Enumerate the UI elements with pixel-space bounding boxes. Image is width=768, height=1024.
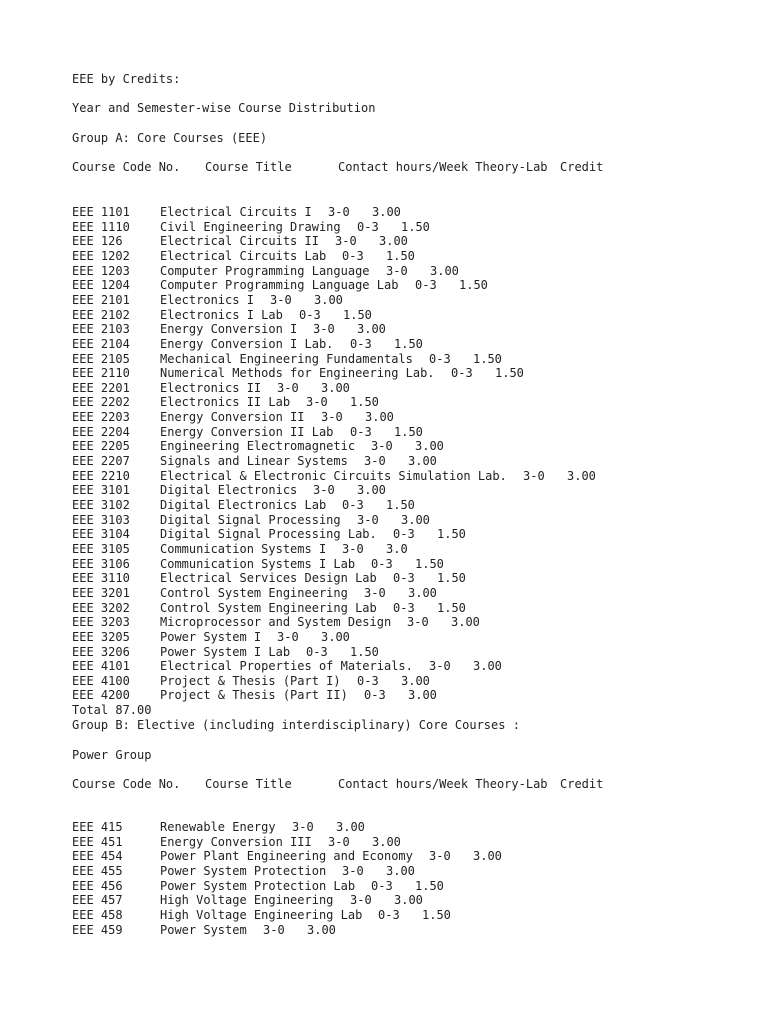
course-code: EEE 2105 xyxy=(72,351,130,366)
course-contact-hours: 3-0 xyxy=(364,454,386,469)
course-contact-hours: 0-3 xyxy=(342,498,364,512)
header-credit: Credit xyxy=(560,777,604,791)
header-course-code: Course Code No. xyxy=(72,777,181,791)
course-code: EEE 1203 xyxy=(72,263,130,278)
document-subheading: Year and Semester-wise Course Distribution xyxy=(72,101,376,115)
course-contact-hours: 3-0 xyxy=(342,541,364,556)
course-credit: 3.00 xyxy=(321,380,350,395)
course-code: EEE 2203 xyxy=(72,410,130,425)
course-credit: 3.00 xyxy=(394,893,423,908)
course-title: Energy Conversion II xyxy=(160,410,305,425)
course-credit: 3.00 xyxy=(314,292,343,307)
course-title: Communication Systems I xyxy=(160,541,327,556)
group-b-table-header xyxy=(72,777,672,792)
course-contact-hours: 0-3 xyxy=(451,366,473,381)
course-credit: 3.00 xyxy=(357,322,386,337)
course-contact-hours: 3-0 xyxy=(321,410,343,425)
course-credit: 1.50 xyxy=(350,644,379,659)
course-credit: 1.50 xyxy=(415,556,444,571)
course-contact-hours: 3-0 xyxy=(313,322,335,337)
course-contact-hours: 3-0 xyxy=(277,380,299,395)
course-title: Engineering Electromagnetic xyxy=(160,439,356,454)
course-contact-hours: 0-3 xyxy=(342,248,364,263)
course-title: Power System xyxy=(160,922,247,937)
course-title: Digital Electronics xyxy=(160,483,298,498)
course-title: Power System Protection Lab xyxy=(160,878,356,893)
course-code: EEE 3104 xyxy=(72,527,130,542)
course-credit: 3.00 xyxy=(567,468,596,483)
document-heading: EEE by Credits: xyxy=(72,72,181,86)
course-code: EEE 3205 xyxy=(72,629,130,644)
course-code: EEE 2102 xyxy=(72,307,130,322)
course-contact-hours: 0-3 xyxy=(364,688,386,703)
course-title: Computer Programming Language Lab xyxy=(160,278,399,293)
course-credit: 3.00 xyxy=(473,659,502,674)
header-course-title: Course Title xyxy=(205,160,292,174)
course-contact-hours: 3-0 xyxy=(270,292,292,307)
course-title: Computer Programming Language xyxy=(160,263,370,278)
header-credit: Credit xyxy=(560,160,604,174)
course-contact-hours: 0-3 xyxy=(429,351,451,366)
course-credit: 3.00 xyxy=(379,234,408,249)
course-credit: 3.00 xyxy=(372,834,401,849)
course-contact-hours: 3-0 xyxy=(263,922,285,937)
course-code: EEE 4100 xyxy=(72,673,130,688)
course-code: EEE 2202 xyxy=(72,395,130,410)
course-title: Power System I Lab xyxy=(160,644,291,659)
course-code: EEE 451 xyxy=(72,834,123,849)
course-credit: 1.50 xyxy=(422,907,451,922)
course-credit: 3.00 xyxy=(415,439,444,454)
course-contact-hours: 3-0 xyxy=(429,659,451,674)
course-contact-hours: 3-0 xyxy=(371,439,393,454)
header-contact-hours: Contact hours/Week Theory-Lab xyxy=(338,160,548,174)
course-code: EEE 1101 xyxy=(72,205,130,219)
course-code: EEE 459 xyxy=(72,922,123,937)
course-credit: 3.00 xyxy=(473,849,502,864)
course-credit: 1.50 xyxy=(495,366,524,381)
course-credit: 3.00 xyxy=(430,263,459,278)
course-code: EEE 458 xyxy=(72,907,123,922)
course-credit: 3.00 xyxy=(307,922,336,937)
course-code: EEE 2201 xyxy=(72,380,130,395)
course-credit: 3.00 xyxy=(401,512,430,527)
course-credit: 1.50 xyxy=(437,527,466,542)
course-credit: 1.50 xyxy=(473,351,502,366)
course-code: EEE 3202 xyxy=(72,600,130,615)
course-title: Digital Signal Processing xyxy=(160,512,341,527)
course-title: Civil Engineering Drawing xyxy=(160,219,341,234)
course-title: Microprocessor and System Design xyxy=(160,615,392,630)
course-credit: 1.50 xyxy=(437,600,466,615)
course-title: Electrical & Electronic Circuits Simulation Lab. xyxy=(160,468,507,483)
course-contact-hours: 3-0 xyxy=(328,834,350,849)
course-credit: 3.00 xyxy=(408,454,437,469)
course-credit: 1.50 xyxy=(394,424,423,439)
course-contact-hours: 0-3 xyxy=(350,336,372,351)
group-a-title: Group A: Core Courses (EEE) xyxy=(72,131,268,145)
course-title: Energy Conversion II Lab xyxy=(160,424,334,439)
course-title: High Voltage Engineering Lab xyxy=(160,907,363,922)
course-credit: 1.50 xyxy=(343,307,372,322)
course-credit: 3.00 xyxy=(451,615,480,630)
course-contact-hours: 3-0 xyxy=(306,395,328,410)
course-code: EEE 415 xyxy=(72,820,123,834)
course-contact-hours: 0-3 xyxy=(299,307,321,322)
course-title: Numerical Methods for Engineering Lab. xyxy=(160,366,435,381)
course-title: Communication Systems I Lab xyxy=(160,556,356,571)
course-credit: 1.50 xyxy=(415,878,444,893)
course-code: EEE 456 xyxy=(72,878,123,893)
course-code: EEE 3105 xyxy=(72,541,130,556)
course-title: Electronics I Lab xyxy=(160,307,283,322)
course-code: EEE 1204 xyxy=(72,278,130,293)
course-contact-hours: 0-3 xyxy=(357,673,379,688)
course-contact-hours: 0-3 xyxy=(393,600,415,615)
course-title: Power System Protection xyxy=(160,863,327,878)
course-title: Electrical Circuits Lab xyxy=(160,248,327,263)
header-contact-hours: Contact hours/Week Theory-Lab xyxy=(338,777,548,791)
course-contact-hours: 0-3 xyxy=(415,278,437,293)
course-title: Electrical Services Design Lab xyxy=(160,571,377,586)
course-title: Digital Electronics Lab xyxy=(160,498,327,512)
course-credit: 3.00 xyxy=(357,483,386,498)
course-credit: 1.50 xyxy=(437,571,466,586)
course-title: Signals and Linear Systems xyxy=(160,454,348,469)
group-b-subgroup: Power Group xyxy=(72,748,152,762)
course-code: EEE 4101 xyxy=(72,659,130,674)
course-title: Electronics I xyxy=(160,292,254,307)
course-title: Electrical Circuits I xyxy=(160,205,312,219)
course-contact-hours: 0-3 xyxy=(350,424,372,439)
course-code: EEE 455 xyxy=(72,863,123,878)
course-credit: 3.00 xyxy=(408,688,437,703)
course-credit: 1.50 xyxy=(459,278,488,293)
course-credit: 3.00 xyxy=(336,820,365,834)
course-code: EEE 2205 xyxy=(72,439,130,454)
course-contact-hours: 3-0 xyxy=(313,483,335,498)
course-credit: 1.50 xyxy=(394,336,423,351)
course-contact-hours: 0-3 xyxy=(378,907,400,922)
course-title: Electrical Circuits II xyxy=(160,234,319,249)
header-course-title: Course Title xyxy=(205,777,292,791)
course-contact-hours: 0-3 xyxy=(306,644,328,659)
course-code: EEE 2101 xyxy=(72,292,130,307)
header-course-code: Course Code No. xyxy=(72,160,181,174)
course-credit: 1.50 xyxy=(401,219,430,234)
course-contact-hours: 0-3 xyxy=(357,219,379,234)
course-code: EEE 3103 xyxy=(72,512,130,527)
course-code: EEE 3110 xyxy=(72,571,130,586)
course-code: EEE 1110 xyxy=(72,219,130,234)
course-credit: 3.00 xyxy=(408,585,437,600)
course-contact-hours: 3-0 xyxy=(523,468,545,483)
course-title: Control System Engineering Lab xyxy=(160,600,377,615)
course-code: EEE 3203 xyxy=(72,615,130,630)
course-contact-hours: 3-0 xyxy=(342,863,364,878)
course-contact-hours: 3-0 xyxy=(292,820,314,834)
course-title: Energy Conversion I Lab. xyxy=(160,336,334,351)
course-code: EEE 2204 xyxy=(72,424,130,439)
course-contact-hours: 3-0 xyxy=(407,615,429,630)
course-title: Energy Conversion III xyxy=(160,834,312,849)
course-title: Control System Engineering xyxy=(160,585,348,600)
course-contact-hours: 3-0 xyxy=(328,205,350,219)
course-contact-hours: 3-0 xyxy=(350,893,372,908)
course-credit: 3.0 xyxy=(386,541,408,556)
course-code: EEE 3106 xyxy=(72,556,130,571)
course-code: EEE 3201 xyxy=(72,585,130,600)
course-code: EEE 2210 xyxy=(72,468,130,483)
course-contact-hours: 3-0 xyxy=(364,585,386,600)
course-code: EEE 2207 xyxy=(72,454,130,469)
course-contact-hours: 3-0 xyxy=(335,234,357,249)
course-contact-hours: 3-0 xyxy=(386,263,408,278)
course-title: Renewable Energy xyxy=(160,820,276,834)
course-title: Digital Signal Processing Lab. xyxy=(160,527,377,542)
course-code: EEE 2110 xyxy=(72,366,130,381)
course-title: Power System I xyxy=(160,629,262,644)
course-code: EEE 454 xyxy=(72,849,123,864)
course-credit: 1.50 xyxy=(386,498,415,512)
course-credit: 3.00 xyxy=(365,410,394,425)
course-credit: 3.00 xyxy=(372,205,401,219)
course-contact-hours: 3-0 xyxy=(277,629,299,644)
course-contact-hours: 0-3 xyxy=(371,556,393,571)
course-credit: 1.50 xyxy=(350,395,379,410)
course-code: EEE 457 xyxy=(72,893,123,908)
course-contact-hours: 3-0 xyxy=(429,849,451,864)
course-code: EEE 3102 xyxy=(72,498,130,512)
course-credit: 3.00 xyxy=(401,673,430,688)
course-code: EEE 1202 xyxy=(72,248,130,263)
course-code: EEE 3206 xyxy=(72,644,130,659)
course-title: Electronics II Lab xyxy=(160,395,291,410)
course-contact-hours: 3-0 xyxy=(357,512,379,527)
group-a-table-header xyxy=(72,160,672,175)
course-code: EEE 126 xyxy=(72,234,123,249)
course-title: Electrical Properties of Materials. xyxy=(160,659,413,674)
course-credit: 3.00 xyxy=(321,629,350,644)
course-title: Energy Conversion I xyxy=(160,322,298,337)
course-code: EEE 2104 xyxy=(72,336,130,351)
course-title: Power Plant Engineering and Economy xyxy=(160,849,413,864)
group-a-total: Total 87.00 xyxy=(72,703,152,717)
course-contact-hours: 0-3 xyxy=(393,571,415,586)
course-credit: 1.50 xyxy=(386,248,415,263)
course-code: EEE 2103 xyxy=(72,322,130,337)
course-contact-hours: 0-3 xyxy=(371,878,393,893)
course-code: EEE 4200 xyxy=(72,688,130,703)
course-title: High Voltage Engineering xyxy=(160,893,334,908)
course-code: EEE 3101 xyxy=(72,483,130,498)
course-title: Electronics II xyxy=(160,380,262,395)
course-title: Project & Thesis (Part II) xyxy=(160,688,348,703)
course-contact-hours: 0-3 xyxy=(393,527,415,542)
course-title: Mechanical Engineering Fundamentals xyxy=(160,351,413,366)
group-b-title: Group B: Elective (including interdisciplinary) Core Courses : xyxy=(72,718,520,732)
course-title: Project & Thesis (Part I) xyxy=(160,673,341,688)
course-credit: 3.00 xyxy=(386,863,415,878)
